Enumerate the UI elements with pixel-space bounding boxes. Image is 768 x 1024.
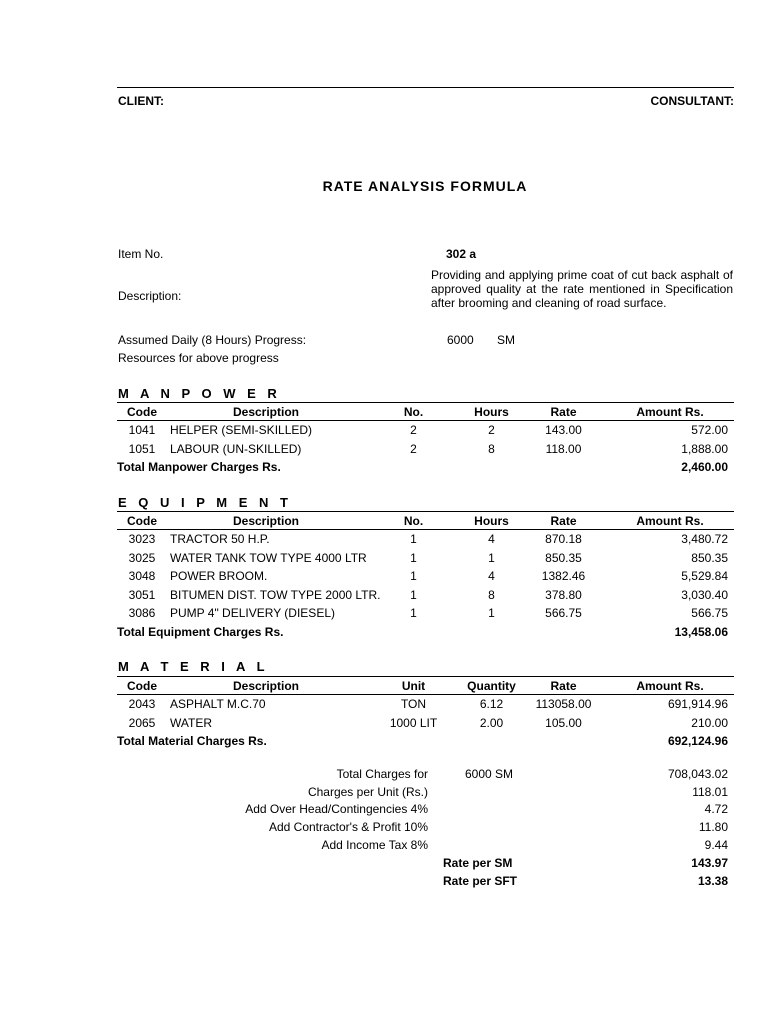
resources-label: Resources for above progress (118, 351, 279, 365)
manpower-table (117, 402, 734, 477)
table-cell: 566.75 (691, 606, 728, 621)
table-cell: 1051 (128, 441, 156, 456)
column-header: Amount Rs. (606, 403, 734, 421)
table-cell: 113058.00 (535, 697, 592, 712)
table-cell: 105.00 (545, 715, 582, 730)
table-cell: 1 (488, 550, 495, 565)
table-row (117, 567, 734, 586)
total-label: Total Manpower Charges Rs. (117, 460, 281, 475)
table-row (117, 586, 734, 605)
table-cell: 566.75 (545, 606, 582, 621)
table-cell: 1 (410, 532, 417, 547)
table-header-row (117, 677, 734, 695)
total-label: Total Material Charges Rs. (117, 734, 267, 749)
progress-value: 6000 (447, 333, 474, 347)
table-row (117, 421, 734, 440)
overhead-value: 4.72 (704, 802, 728, 816)
total-value: 13,458.06 (674, 624, 728, 639)
summary-rate-sm-row (117, 856, 734, 874)
table-cell: 1 (488, 606, 495, 621)
rate-sft-label: Rate per SFT (443, 874, 518, 888)
table-cell: 6.12 (479, 697, 504, 712)
column-header: Rate (521, 403, 606, 421)
table-cell: 4 (488, 532, 495, 547)
client-label: CLIENT: (118, 94, 164, 108)
table-cell: 1041 (128, 423, 156, 438)
manpower-heading: M A N P O W E R (118, 386, 281, 401)
table-cell: 118.00 (545, 441, 582, 456)
item-no-label: Item No. (118, 247, 164, 261)
table-cell: 3,480.72 (681, 532, 728, 547)
table-header-row (117, 403, 734, 421)
column-header: Amount Rs. (606, 677, 734, 695)
table-row (117, 695, 734, 714)
column-header: Description (167, 403, 365, 421)
table-cell: 3,030.40 (681, 587, 728, 602)
table-cell: 1 (410, 569, 417, 584)
equipment-heading: E Q U I P M E N T (118, 495, 292, 510)
equipment-table (117, 511, 734, 641)
summary-overhead-row (117, 802, 734, 820)
total-value: 692,124.96 (667, 734, 728, 749)
tax-value: 9.44 (704, 838, 728, 852)
table-cell: 1000 LIT (389, 715, 438, 730)
rate-sm-label: Rate per SM (443, 856, 513, 870)
column-header: Rate (521, 512, 606, 530)
table-header-row (117, 512, 734, 530)
table-cell: 210.00 (691, 715, 728, 730)
table-cell: 3023 (128, 532, 156, 547)
total-label: Total Equipment Charges Rs. (117, 624, 284, 639)
total-charges-value: 708,043.02 (667, 767, 728, 781)
table-cell: 4 (488, 569, 495, 584)
table-cell: 2.00 (479, 715, 504, 730)
table-cell: BITUMEN DIST. TOW TYPE 2000 LTR. (170, 587, 381, 602)
description-label: Description: (118, 289, 182, 303)
table-cell: TRACTOR 50 H.P. (170, 532, 270, 547)
column-header: Rate (521, 677, 606, 695)
table-row (117, 530, 734, 549)
summary-rate-sft-row (117, 874, 734, 892)
column-header: Description (167, 512, 365, 530)
profit-label: Add Contractor's & Profit 10% (268, 820, 428, 834)
table-cell: 2065 (128, 715, 156, 730)
column-header: Code (117, 403, 167, 421)
table-row (117, 714, 734, 733)
progress-label: Assumed Daily (8 Hours) Progress: (118, 333, 307, 347)
progress-unit: SM (497, 333, 515, 347)
per-unit-value: 118.01 (692, 785, 728, 799)
table-cell: 1 (410, 550, 417, 565)
table-row (117, 604, 734, 623)
table-cell: TON (400, 697, 427, 712)
column-header: Code (117, 512, 167, 530)
table-cell: 1 (410, 587, 417, 602)
table-cell: 850.35 (691, 550, 728, 565)
table-total-row (117, 458, 734, 477)
column-header: Amount Rs. (606, 512, 734, 530)
column-header: Unit (365, 677, 462, 695)
overhead-label: Add Over Head/Contingencies 4% (245, 802, 428, 816)
page-title: RATE ANALYSIS FORMULA (322, 178, 528, 194)
table-cell: 3025 (128, 550, 156, 565)
table-cell: 2 (410, 423, 417, 438)
rate-sm-value: 143.97 (691, 856, 728, 870)
table-cell: 850.35 (545, 550, 582, 565)
table-cell: 8 (488, 441, 495, 456)
material-heading: M A T E R I A L (118, 659, 269, 674)
table-cell: 572.00 (691, 423, 728, 438)
column-header: No. (365, 403, 462, 421)
table-cell: 1382.46 (541, 569, 586, 584)
header-rule (117, 87, 734, 88)
table-total-row (117, 732, 734, 751)
table-cell: 3048 (128, 569, 156, 584)
column-header: Description (167, 677, 365, 695)
table-cell: 8 (488, 587, 495, 602)
table-row (117, 440, 734, 459)
summary-tax-row (117, 838, 734, 856)
table-cell: LABOUR (UN-SKILLED) (170, 441, 302, 456)
column-header: No. (365, 512, 462, 530)
total-charges-label: Total Charges for (336, 767, 428, 781)
table-row (117, 549, 734, 568)
tax-label: Add Income Tax 8% (321, 838, 428, 852)
table-cell: 3086 (128, 606, 156, 621)
table-cell: ASPHALT M.C.70 (170, 697, 266, 712)
per-unit-label: Charges per Unit (Rs.) (307, 785, 428, 799)
total-charges-qty: 6000 SM (465, 767, 514, 781)
table-cell: PUMP 4" DELIVERY (DIESEL) (170, 606, 335, 621)
table-cell: 378.80 (545, 587, 582, 602)
table-cell: 1 (410, 606, 417, 621)
table-cell: 2 (488, 423, 495, 438)
summary-profit-row (117, 820, 734, 838)
table-cell: 870.18 (545, 532, 582, 547)
column-header: Quantity (462, 677, 521, 695)
summary-total-charges-row (117, 767, 734, 785)
table-cell: HELPER (SEMI-SKILLED) (170, 423, 313, 438)
column-header: Hours (462, 403, 521, 421)
rate-sft-value: 13.38 (697, 874, 728, 888)
consultant-label: CONSULTANT: (650, 94, 734, 108)
column-header: Hours (462, 512, 521, 530)
table-cell: POWER BROOM. (170, 569, 268, 584)
material-table (117, 676, 734, 751)
table-cell: WATER TANK TOW TYPE 4000 LTR (170, 550, 367, 565)
table-cell: WATER (170, 715, 212, 730)
item-no-value: 302 a (446, 247, 477, 261)
table-cell: 2043 (128, 697, 156, 712)
summary-per-unit-row (117, 785, 734, 803)
total-value: 2,460.00 (681, 460, 728, 475)
table-cell: 5,529.84 (681, 569, 728, 584)
table-cell: 1,888.00 (681, 441, 728, 456)
table-cell: 143.00 (545, 423, 582, 438)
column-header: Code (117, 677, 167, 695)
description-text: Providing and applying prime coat of cut back asphalt of approved quality at the rate mentioned in Specification after brooming and cleaning of road surface. (431, 268, 733, 310)
table-cell: 691,914.96 (667, 697, 728, 712)
table-total-row (117, 623, 734, 642)
table-cell: 2 (410, 441, 417, 456)
profit-value: 11.80 (698, 820, 728, 834)
table-cell: 3051 (128, 587, 156, 602)
